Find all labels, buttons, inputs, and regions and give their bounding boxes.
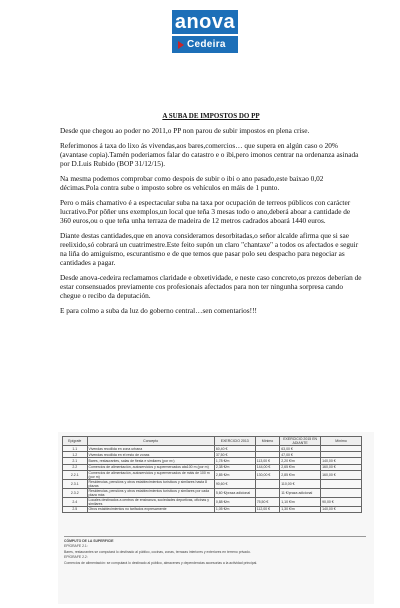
table-cell: 90,00 € — [321, 497, 362, 506]
table-header-row — [63, 437, 362, 446]
article-paragraph: Referimonos á taxa do lixo ás vivendas,aos bares,comercios… que supera en algún caso o 20% (avantase copia).Tamén poderiamos falar do catastro e o ibi,pero imonos centrar na ordenanza asinada por D.Luis Rubido (BOP 31/12/15). — [60, 141, 359, 168]
table-cell — [321, 488, 362, 497]
table-cell: 2.2.1 — [63, 470, 88, 479]
table-cell: 112,00 € — [255, 506, 280, 512]
table-cell: 2.2 — [63, 464, 88, 470]
column-header: EXERCICIO 2013 — [214, 437, 255, 446]
table-cell: 2,85 €/m — [214, 470, 255, 479]
table-cell — [321, 479, 362, 488]
table-cell: 130,00 € — [255, 470, 280, 479]
table-cell: 2.5 — [63, 506, 88, 512]
article-paragraph: Pero o máis chamativo é a espectacular suba na taxa por ocupación de terreos públicos con carácter lucrativo.Por pôñer uns exemplos,un local que teña 3 mesas todo o ano,deberá aboar a cantidade de 360 euros,ou o que teña unha terraza de madeira de 12 metros cadrados aboará 1440 euros. — [60, 198, 351, 225]
table-cell: 160,00 € — [321, 464, 362, 470]
table-cell: Vivendas recollida en el resto de zonas — [87, 452, 214, 458]
table-cell: 113,00 € — [255, 458, 280, 464]
table-cell: 63,00 € — [280, 446, 321, 452]
anova-logo — [172, 10, 238, 54]
table-cell: 2,85 €/m — [280, 470, 321, 479]
table-cell: 2,20 €/m — [280, 458, 321, 464]
table-row — [63, 470, 362, 479]
table-cell: Comercios de alimentación, autoservicios y supermercados ata100 m (por m) — [87, 464, 214, 470]
column-header: EXERCICIO 2015 EN ADIANTE — [280, 437, 321, 446]
table-cell: Vivendas recollida en zona urbana — [87, 446, 214, 452]
table-cell: 90,60 € — [214, 479, 255, 488]
table-row — [63, 488, 362, 497]
table-cell: 1.2 — [63, 452, 88, 458]
table-cell: 140,00 € — [321, 506, 362, 512]
article-paragraph: Desde que chegou ao poder no 2011,o PP non parou de subir impostos en plena crise. — [60, 126, 310, 135]
table-cell: 1,30 €/m — [280, 506, 321, 512]
note-line: Bares, restaurantes se computará lo destinado al público, cocinas, zonas, terrazas interiores y exteriores en terreno privado. — [64, 549, 251, 554]
note-line: EPÍGRAFE 2.1: — [64, 544, 88, 549]
table-cell: 47,00 € — [280, 452, 321, 458]
table-cell: 160,00 € — [321, 470, 362, 479]
table-cell: 0,88 €/m — [214, 497, 255, 506]
table-cell: 2.4 — [63, 497, 88, 506]
table-cell: 2.1 — [63, 458, 88, 464]
table-cell: 2,38 €/m — [214, 464, 255, 470]
article-paragraph: Desde anova-cedeira reclamamos claridade e obxetividade, e neste caso concreto,os prezos deberían de estar consensuados previamente cos profesionais afectados para non ter ningunha sorpresa cando chegue o recibo da deputación. — [60, 273, 362, 300]
table-row — [63, 506, 362, 512]
table-cell — [255, 479, 280, 488]
note-line: EPÍGRAFE 2.2: — [64, 555, 88, 560]
table-cell: 1,78 €/m — [214, 458, 255, 464]
table-cell: 1,05 €/m — [214, 506, 255, 512]
column-header: Epígrafe — [63, 437, 88, 446]
column-header: Mínimo — [321, 437, 362, 446]
table-cell: 140,00 € — [321, 458, 362, 464]
table-cell: 37,50 € — [214, 452, 255, 458]
table-cell: 2,65 €/m — [280, 464, 321, 470]
article-paragraph: E para colmo a suba da luz do goberno central…sen comentarios!!! — [60, 306, 257, 315]
article-paragraph: Diante destas cantidades,que en anova consideramos desorbitadas,o señor alcalde afirma que si sae reelixido,só cobrará un cuatrimestre.Este feito supón un claro "chantaxe" a todos os afectados e seguir na liña do amiguismo, escurantismo e de que temos que pasar polo seu despacho para negociar as cantidades a pagar. — [60, 231, 359, 267]
logo-subbar — [172, 36, 238, 53]
article-title: A SUBA DE IMPOSTOS DO PP — [162, 112, 260, 120]
arrow-right-icon — [178, 41, 184, 49]
surface-notes — [64, 536, 366, 566]
table-cell: 2.3.2 — [63, 488, 88, 497]
table-cell: Comercios de alimentación, autoservicios y supermercados de máis de 100 m (por m) — [87, 470, 214, 479]
table-row — [63, 497, 362, 506]
table-cell: 75,50 € — [255, 497, 280, 506]
column-header: Concepto — [87, 437, 214, 446]
notes-title: CÓMPUTO DE LA SUPERFICIE — [64, 539, 114, 543]
table-cell: Residencias, pensións y otros establecimientos turísticos y similares por cada plaza más — [87, 488, 214, 497]
table-cell: 5,60 €/praza adicional — [214, 488, 255, 497]
table-cell — [255, 488, 280, 497]
note-line: Comercios de alimentación: se computará lo destinado al público, almacenes y dependencias accesorias a la actividad principal. — [64, 560, 258, 565]
article — [60, 112, 362, 321]
table-cell: Bares, restaurantes, salas de fiesta e similares (por m²) — [87, 458, 214, 464]
table-cell: 2.3.1 — [63, 479, 88, 488]
table-cell: Locales destinados a centros de ensinanza, sociedades deportivas, oficinas y similares — [87, 497, 214, 506]
table-cell: 60,40 € — [214, 446, 255, 452]
tax-rate-table — [62, 436, 362, 513]
article-paragraph: Na mesma podemos comprobar como despois de subir o ibi o ano pasado,este baixao 0,02 décimas.Pola contra sube o imposto sobre os vehículos en máis de 1 punto. — [60, 174, 324, 192]
logo-brand: anova — [172, 10, 238, 34]
table-cell: 110,00 € — [280, 479, 321, 488]
table-row — [63, 479, 362, 488]
table-cell: 144,00 € — [255, 464, 280, 470]
table-body — [63, 446, 362, 513]
table-cell: 11 €/praza adicional — [280, 488, 321, 497]
table-cell: Otros establecimientos no tarifados expresamente — [87, 506, 214, 512]
table-cell: 1.1 — [63, 446, 88, 452]
logo-place: Cedeira — [187, 39, 226, 50]
column-header: Mínimo — [255, 437, 280, 446]
table-cell: Residencias, pensións y otros establecimientos turísticos y similares hasta 8 plazas — [87, 479, 214, 488]
scanned-ordinance-figure — [58, 432, 374, 604]
table-cell: 1,10 €/m — [280, 497, 321, 506]
